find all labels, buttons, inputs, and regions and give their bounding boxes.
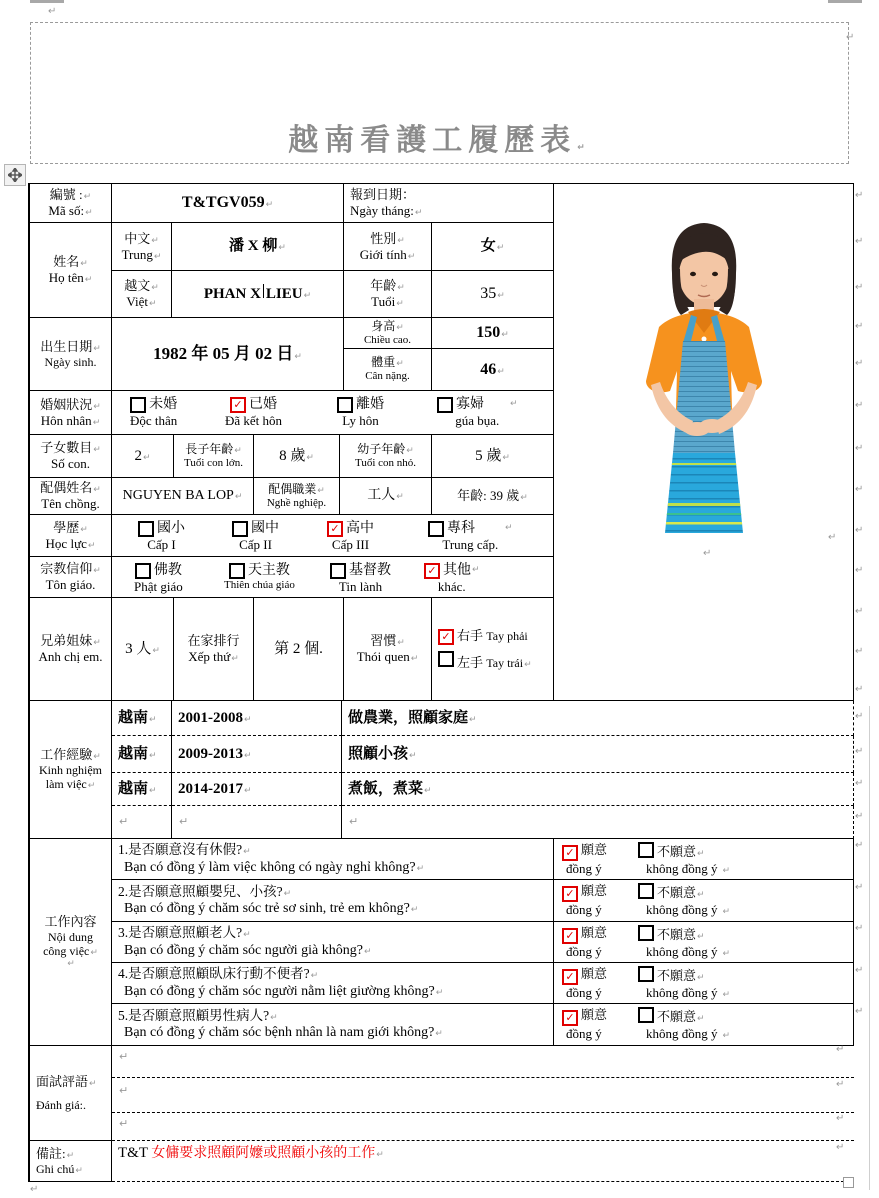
checkbox-disagree-3[interactable] — [638, 925, 654, 941]
checkbox-right-hand[interactable]: ✓ — [438, 629, 454, 645]
interview-comment-line-1[interactable]: ↵ — [112, 1046, 854, 1078]
checkbox-agree-5[interactable]: ✓ — [562, 1010, 578, 1026]
label-interview-comments: 面試評語 ↵ Đánh giá:. — [30, 1046, 112, 1141]
label-height: 身高 ↵ Chiều cao. — [344, 318, 432, 349]
checkbox-option-christian[interactable]: 基督教 Tin lành — [330, 562, 391, 595]
label-gender: 性別 ↵ Giới tính ↵ — [344, 223, 432, 271]
answer-5-disagree[interactable]: 不願意↵ — [638, 1007, 705, 1026]
label-birth-order: 在家排行 Xếp thứ ↵ — [174, 598, 254, 701]
experience-place-3[interactable]: 越南 ↵ — [112, 773, 172, 806]
paragraph-mark: ↵ — [855, 711, 864, 722]
checkbox-primary-school[interactable] — [138, 521, 154, 537]
experience-place-4[interactable]: ↵ — [112, 806, 172, 839]
paragraph-mark: ↵ — [855, 965, 864, 976]
notes-value[interactable]: T&T 女傭要求照顧阿嬤或照顧小孩的工作 ↵ — [112, 1141, 854, 1182]
label-education: 學歷 ↵ Học lực ↵ — [30, 515, 112, 557]
answer-4-agree[interactable]: ✓ 願意 — [562, 966, 638, 985]
label-children: 子女數目 ↵ Số con. — [30, 435, 112, 478]
spouse-job-value[interactable]: 工人 ↵ — [340, 478, 432, 515]
paragraph-mark: ↵ — [836, 1079, 845, 1090]
checkbox-option-buddhism[interactable]: 佛教 Phật giáo — [134, 563, 183, 595]
paragraph-mark: ↵ — [855, 358, 864, 369]
page-top-marker-right — [828, 0, 862, 3]
photo-cell — [554, 184, 854, 701]
answer-1-agree[interactable]: ✓ 願意 — [562, 842, 638, 861]
paragraph-mark: ↵ — [855, 484, 864, 495]
checkbox-disagree-5[interactable] — [638, 1007, 654, 1023]
experience-period-1[interactable]: 2001-2008 ↵ — [172, 701, 342, 736]
experience-period-2[interactable]: 2009-2013 ↵ — [172, 736, 342, 773]
label-spouse: 配偶姓名 ↵ Tên chồng. — [30, 478, 112, 515]
paragraph-mark: ↵ — [855, 811, 864, 822]
age-value[interactable]: 35 ↵ — [432, 271, 554, 318]
checkbox-catholic[interactable] — [229, 563, 245, 579]
paragraph-mark: ↵ — [855, 282, 864, 293]
label-religion: 宗教信仰 ↵ Tôn giáo. — [30, 557, 112, 598]
checkbox-option-divorced[interactable]: 離婚 Ly hôn — [337, 396, 384, 429]
eldest-age-value[interactable]: 8 歲 ↵ — [254, 435, 340, 478]
applicant-photo[interactable] — [627, 213, 781, 547]
checkbox-divorced[interactable] — [337, 397, 353, 413]
paragraph-mark: ↵ — [855, 923, 864, 934]
label-spouse-job: 配偶職業 ↵ Nghề nghiệp. — [254, 478, 340, 515]
paragraph-mark: ↵ — [836, 1044, 845, 1055]
table-move-handle-icon[interactable] — [4, 164, 26, 186]
checkbox-option-right-hand[interactable]: ✓ 右手 Tay phải — [438, 628, 528, 645]
experience-place-1[interactable]: 越南 ↵ — [112, 701, 172, 736]
answer-5: ✓ 願意 不願意↵ đồng ý không đồng ý ↵ — [554, 1004, 854, 1046]
checkbox-option-single[interactable]: 未婚 Độc thân — [130, 397, 178, 429]
paragraph-mark: ↵ — [855, 840, 864, 851]
experience-desc-4[interactable]: ↵ — [342, 806, 854, 839]
paragraph-mark: ↵ — [855, 321, 864, 332]
label-name-viet: 越文 ↵ Việt ↵ — [112, 271, 172, 318]
paragraph-mark: ↵ — [703, 548, 712, 559]
experience-desc-2[interactable]: 照顧小孩 ↵ — [342, 736, 854, 773]
paragraph-mark: ↵ — [855, 746, 864, 757]
label-birthdate: 出生日期 ↵ Ngày sinh. — [30, 318, 112, 391]
text-boundary-line — [869, 706, 870, 1190]
paragraph-mark: ↵ — [855, 778, 864, 789]
paragraph-mark: ↵ — [855, 684, 864, 695]
label-eldest-age: 長子年齡 ↵ Tuổi con lớn. — [174, 435, 254, 478]
notes-red-text: 女傭要求照顧阿嬤或照顧小孩的工作 — [151, 1146, 376, 1161]
paragraph-mark: ↵ — [30, 1184, 39, 1195]
checkbox-christian[interactable] — [330, 563, 346, 579]
checkbox-married[interactable]: ✓ — [230, 397, 246, 413]
paragraph-mark: ↵ — [48, 6, 57, 17]
answer-4: ✓ 願意 不願意↵ đồng ý không đồng ý ↵ — [554, 963, 854, 1004]
interview-comment-line-2[interactable]: ↵ — [112, 1078, 854, 1113]
paragraph-mark: ↵ — [855, 646, 864, 657]
checkbox-option-middle[interactable]: 國中 Cấp II — [232, 520, 279, 553]
birthdate-value[interactable]: 1982 年 05 月 02 日 ↵ — [112, 318, 344, 391]
label-name-chinese: 中文 ↵ Trung ↵ — [112, 223, 172, 271]
checkbox-option-other-religion[interactable]: ✓ 其他 ↵ khác. — [424, 562, 480, 595]
checkbox-option-high[interactable]: ✓ 高中 Cấp III — [327, 520, 374, 553]
youngest-age-value[interactable]: 5 歲 ↵ — [432, 435, 554, 478]
title-textbox[interactable] — [30, 22, 849, 164]
height-value[interactable]: 150 ↵ — [432, 318, 554, 349]
table-resize-handle[interactable] — [843, 1177, 854, 1188]
paragraph-mark: ↵ — [846, 32, 855, 43]
label-name: 姓名 ↵ Họ tên ↵ — [30, 223, 112, 318]
checkbox-college[interactable] — [428, 521, 444, 537]
label-marital: 婚姻狀況 ↵ Hôn nhân ↵ — [30, 391, 112, 435]
page-title: 越南看護工履歷表↵ — [288, 124, 591, 157]
paragraph-mark: ↵ — [855, 565, 864, 576]
checkbox-option-college[interactable]: 專科 ↵ Trung cấp. — [428, 520, 513, 553]
move-arrows-icon — [8, 168, 22, 182]
marital-options — [112, 391, 554, 435]
checkbox-option-married[interactable]: ✓ 已婚 Đã kết hôn — [225, 397, 283, 429]
siblings-count[interactable]: 3 人 ↵ — [112, 598, 174, 701]
report-date-field[interactable]: 報到日期： Ngày tháng: ↵ — [344, 184, 554, 223]
experience-period-3[interactable]: 2014-2017 ↵ — [172, 773, 342, 806]
paragraph-mark: ↵ — [828, 532, 837, 543]
paragraph-mark: ↵ — [855, 190, 864, 201]
experience-desc-1[interactable]: 做農業，照顧家庭 ↵ — [342, 701, 854, 736]
answer-3-disagree[interactable]: 不願意↵ — [638, 925, 705, 944]
question-2: 2.是否願意照顧嬰兒、小孩? ↵ Bạn có đồng ý chăm sóc trẻ sơ sinh, trẻ em không? ↵ — [112, 880, 554, 922]
checkbox-option-left-hand[interactable]: 左手 Tay trái ↵ — [438, 651, 532, 671]
gender-value[interactable]: 女 ↵ — [432, 223, 554, 271]
checkbox-disagree-1[interactable] — [638, 842, 654, 858]
paragraph-mark: ↵ — [855, 1006, 864, 1017]
checkbox-buddhism[interactable] — [135, 563, 151, 579]
answer-1-disagree[interactable]: 不願意↵ — [638, 842, 705, 861]
checkbox-other-religion[interactable]: ✓ — [424, 563, 440, 579]
name-chinese-value[interactable]: 潘 X 柳 ↵ — [172, 223, 344, 271]
question-3: 3.是否願意照顧老人? ↵ Bạn có đồng ý chăm sóc người già không? ↵ — [112, 922, 554, 963]
label-weight: 體重 ↵ Cân nặng. — [344, 349, 432, 391]
checkbox-middle-school[interactable] — [232, 521, 248, 537]
question-4: 4.是否願意照顧臥床行動不便者? ↵ Bạn có đồng ý chăm sóc người nằm liệt giường không? ↵ — [112, 963, 554, 1004]
checkbox-disagree-2[interactable] — [638, 883, 654, 899]
answer-3: ✓ 願意 不願意↵ đồng ý không đồng ý ↵ — [554, 922, 854, 963]
education-options — [112, 515, 554, 557]
checkbox-widowed[interactable] — [437, 397, 453, 413]
checkbox-disagree-4[interactable] — [638, 966, 654, 982]
text-cursor — [263, 284, 264, 298]
interview-comment-line-3[interactable]: ↵ — [112, 1113, 854, 1141]
checkbox-option-catholic[interactable]: 天主教 Thiên chúa giáo — [224, 563, 295, 592]
experience-place-2[interactable]: 越南 ↵ — [112, 736, 172, 773]
spouse-age-value[interactable]: 年齡: 39 歲 ↵ — [432, 478, 554, 515]
paragraph-mark: ↵ — [855, 882, 864, 893]
experience-desc-3[interactable]: 煮飯，煮菜 ↵ — [342, 773, 854, 806]
label-notes: 備註: ↵ Ghi chú ↵ — [30, 1141, 112, 1182]
paragraph-mark: ↵ — [855, 236, 864, 247]
label-job-content: 工作內容 Nội dung công việc ↵ ↵ — [30, 839, 112, 1046]
question-1: 1.是否願意沒有休假? ↵ Bạn có đồng ý làm việc không có ngày nghỉ không? ↵ — [112, 839, 554, 880]
code-value[interactable]: T&TGV059 ↵ — [112, 184, 344, 223]
checkbox-agree-3[interactable]: ✓ — [562, 928, 578, 944]
label-siblings: 兄弟姐妹 ↵ Anh chị em. — [30, 598, 112, 701]
spouse-name-value[interactable]: NGUYEN BA LOP ↵ — [112, 478, 254, 515]
checkbox-single[interactable] — [130, 397, 146, 413]
religion-options — [112, 557, 554, 598]
paragraph-mark: ↵ — [855, 525, 864, 536]
checkbox-left-hand[interactable] — [438, 651, 454, 667]
paragraph-mark: ↵ — [855, 606, 864, 617]
paragraph-mark: ↵ — [836, 1113, 845, 1124]
label-code: 編號 : ↵ Mã số: ↵ — [30, 184, 112, 223]
checkbox-agree-4[interactable]: ✓ — [562, 969, 578, 985]
label-work-experience: 工作經驗 ↵ Kinh nghiệm làm việc ↵ — [30, 701, 112, 839]
checkbox-agree-2[interactable]: ✓ — [562, 886, 578, 902]
applicant-photo-image — [627, 213, 781, 547]
checkbox-option-primary[interactable]: 國小 Cấp I — [138, 520, 185, 553]
answer-2-disagree[interactable]: 不願意↵ — [638, 883, 705, 902]
children-count[interactable]: 2 ↵ — [112, 435, 174, 478]
checkbox-option-widowed[interactable]: 寡婦 ↵ gúa bụa. — [437, 396, 518, 429]
paragraph-mark: ↵ — [855, 400, 864, 411]
checkbox-agree-1[interactable]: ✓ — [562, 845, 578, 861]
question-5: 5.是否願意照顧男性病人? ↵ Bạn có đồng ý chăm sóc bệnh nhân là nam giới không? ↵ — [112, 1004, 554, 1046]
answer-5-agree[interactable]: ✓ 願意 — [562, 1007, 638, 1026]
label-age: 年齡 ↵ Tuổi ↵ — [344, 271, 432, 318]
page-top-marker-left — [30, 0, 64, 3]
label-youngest-age: 幼子年齡 ↵ Tuổi con nhỏ. — [340, 435, 432, 478]
handedness-options — [432, 598, 554, 701]
answer-4-disagree[interactable]: 不願意↵ — [638, 966, 705, 985]
answer-2-agree[interactable]: ✓ 願意 — [562, 883, 638, 902]
label-habit: 習慣 ↵ Thói quen ↵ — [344, 598, 432, 701]
paragraph-mark: ↵ — [836, 1142, 845, 1153]
name-viet-value[interactable]: PHAN X LIEU ↵ — [172, 271, 344, 318]
paragraph-mark: ↵ — [855, 443, 864, 454]
resume-form-table — [28, 183, 854, 1182]
answer-3-agree[interactable]: ✓ 願意 — [562, 925, 638, 944]
answer-2: ✓ 願意 不願意↵ đồng ý không đồng ý ↵ — [554, 880, 854, 922]
birth-order-value[interactable]: 第 2 個. — [254, 598, 344, 701]
weight-value[interactable]: 46 ↵ — [432, 349, 554, 391]
checkbox-high-school[interactable]: ✓ — [327, 521, 343, 537]
answer-1: ✓ 願意 不願意↵ đồng ý không đồng ý ↵ — [554, 839, 854, 880]
experience-period-4[interactable]: ↵ — [172, 806, 342, 839]
